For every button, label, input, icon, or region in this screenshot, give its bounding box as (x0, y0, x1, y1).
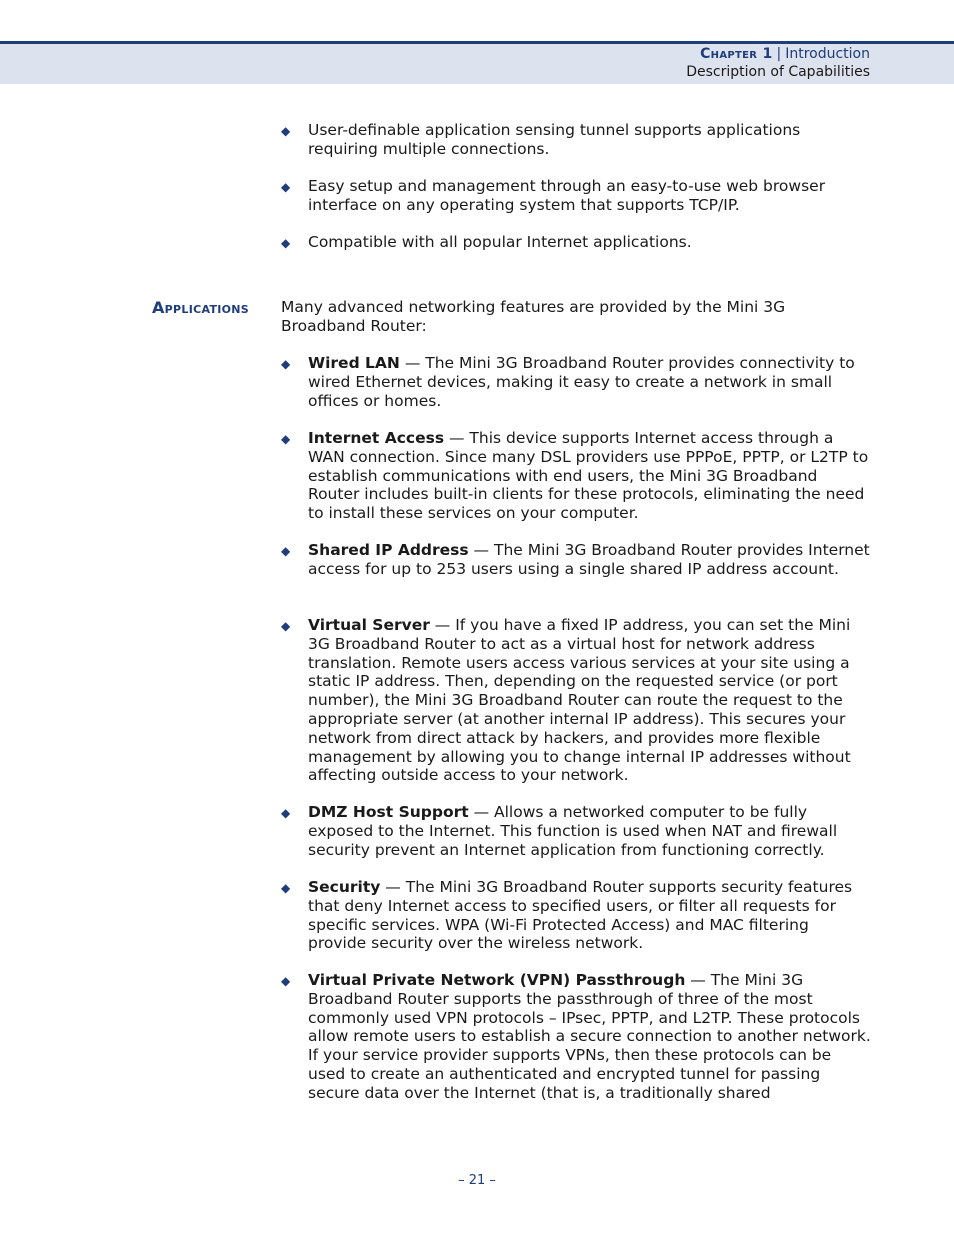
item-body: — The Mini 3G Broadband Router supports security features that deny Internet access to specified users, or filter all requests for specific services. WPA (Wi-Fi Protected Access) and MAC filtering provide security over the wireless network. (308, 878, 853, 953)
list-item (281, 803, 871, 859)
diamond-bullet-icon: ◆ (281, 806, 291, 820)
diamond-bullet-icon: ◆ (281, 432, 291, 446)
chapter-label: Chapter 1 (700, 46, 773, 62)
item-body: — The Mini 3G Broadband Router provides connectivity to wired Ethernet devices, making it easy to create a network in small offices or homes. (308, 354, 855, 410)
list-item (281, 233, 871, 252)
list-item (281, 354, 871, 410)
item-title: DMZ Host Support (308, 803, 469, 821)
diamond-bullet-icon: ◆ (281, 124, 291, 138)
header-separator: | (776, 46, 782, 62)
chapter-title: Introduction (785, 46, 870, 62)
list-item (281, 616, 871, 785)
item-title: Virtual Private Network (VPN) Passthrough (308, 971, 686, 989)
item-body: — This device supports Internet access through a WAN connection. Since many DSL providers use PPPoE, PPTP, or L2TP to establish communications with end users, the Mini 3G Broadband Router includes built-in clients for these protocols, eliminating the need to install these services on your computer. (308, 429, 869, 523)
item-body: — The Mini 3G Broadband Router provides Internet access for up to 253 users using a single shared IP address account. (308, 541, 870, 578)
item-body: — Allows a networked computer to be fully exposed to the Internet. This function is used when NAT and firewall security prevent an Internet application from functioning correctly. (308, 803, 838, 859)
diamond-bullet-icon: ◆ (281, 180, 291, 194)
section-intro: Many advanced networking features are provided by the Mini 3G Broadband Router: (281, 298, 786, 335)
diamond-bullet-icon: ◆ (281, 236, 291, 250)
running-header (686, 45, 870, 81)
list-item-text: Compatible with all popular Internet applications. (308, 233, 692, 251)
list-item (281, 429, 871, 523)
list-item (281, 878, 871, 953)
item-title: Internet Access (308, 429, 445, 447)
section-heading: Applications (152, 298, 250, 317)
list-item-text: Easy setup and management through an easy-to-use web browser interface on any operating system that supports TCP/IP. (308, 177, 826, 214)
list-item (281, 971, 871, 1103)
item-title: Virtual Server (308, 616, 430, 634)
item-title: Security (308, 878, 381, 896)
item-body: — The Mini 3G Broadband Router supports the passthrough of three of the most commonly used VPN protocols – IPsec, PPTP, and L2TP. These protocols allow remote users to establish a secure connection to another network. If your service provider supports VPNs, then these protocols can be used to create an authenticated and encrypted tunnel for passing secure data over the Internet (that is, a traditionally shared (308, 971, 871, 1102)
item-title: Wired LAN (308, 354, 400, 372)
item-body: — If you have a fixed IP address, you can set the Mini 3G Broadband Router to act as a virtual host for network address translation. Remote users access various services at your site using a static IP address. Then, depending on the requested service (or port number), the Mini 3G Broadband Router can route the request to the appropriate server (at another internal IP address). This secures your network from direct attack by hackers, and provides more flexible management by allowing you to change internal IP addresses without affecting outside access to your network. (308, 616, 851, 785)
diamond-bullet-icon: ◆ (281, 357, 291, 371)
diamond-bullet-icon: ◆ (281, 619, 291, 633)
list-item (281, 177, 871, 215)
diamond-bullet-icon: ◆ (281, 974, 291, 988)
list-item (281, 541, 871, 579)
diamond-bullet-icon: ◆ (281, 544, 291, 558)
list-item-text: User-definable application sensing tunnel supports applications requiring multiple connections. (308, 121, 801, 158)
list-item (281, 121, 871, 159)
section-title: Description of Capabilities (686, 64, 870, 80)
page-number: – 21 – (458, 1173, 496, 1188)
diamond-bullet-icon: ◆ (281, 881, 291, 895)
item-title: Shared IP Address (308, 541, 469, 559)
